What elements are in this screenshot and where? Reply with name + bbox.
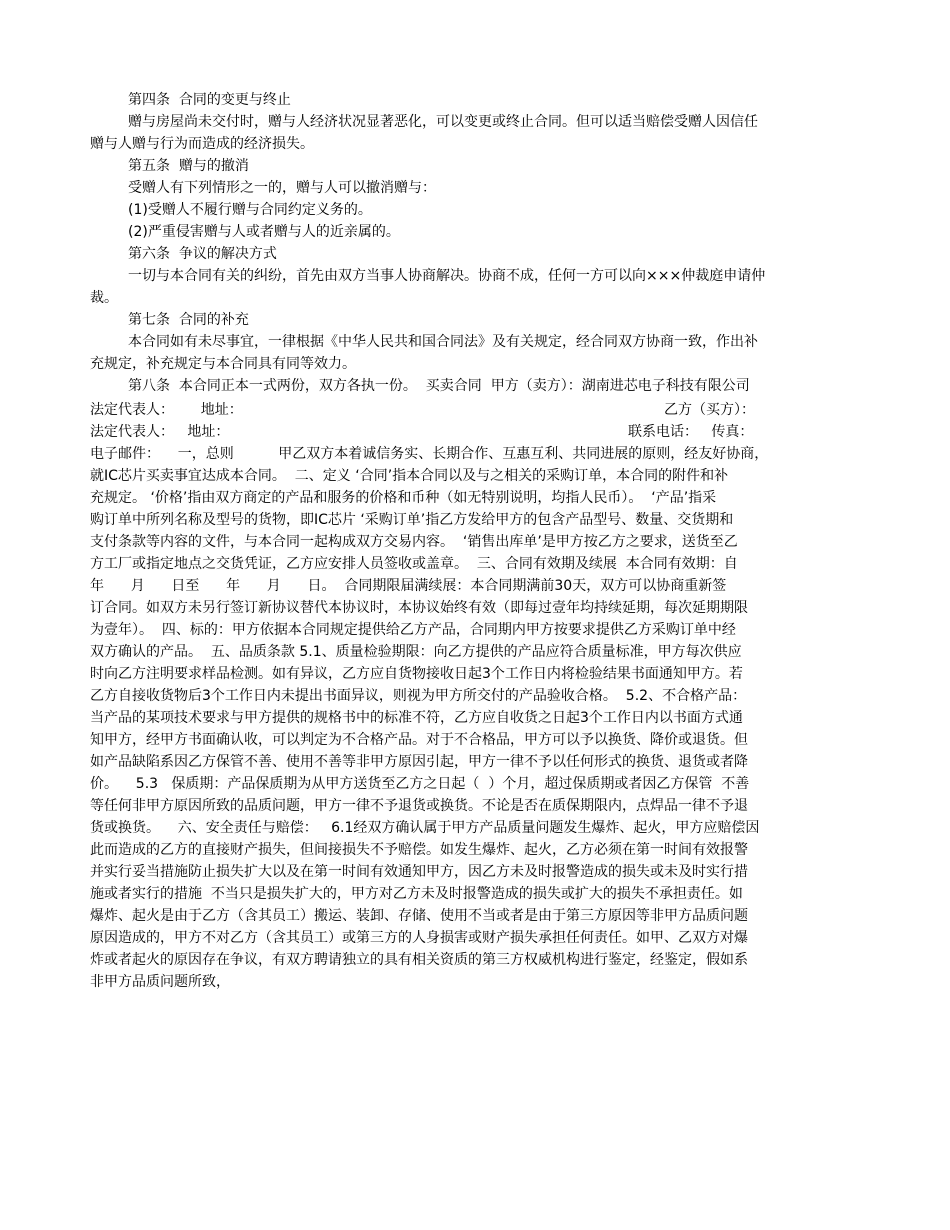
paragraph-line: 时向乙方注明要求样品检测。如有异议，乙方应自货物接收日起3个工作日内将检验结果书面通知甲方。若 [90, 666, 743, 682]
article-4-heading: 第四条 合同的变更与终止 [128, 92, 291, 108]
paragraph-line: 赠与房屋尚未交付时，赠与人经济状况显著恶化，可以变更或终止合同。但可以适当赔偿受赠人因信任 [128, 114, 758, 130]
paragraph-line: 等任何非甲方原因所致的品质问题，甲方一律不予退货或换货。不论是否在质保期限内，点焊品一律不予退 [90, 798, 748, 814]
paragraph-line: 如产品缺陷系因乙方保管不善、使用不善等非甲方原因引起，甲方一律不予以任何形式的换货、退货或者降 [90, 754, 748, 770]
paragraph-line: 充规定，补充规定与本合同具有同等效力。 [90, 356, 356, 372]
paragraph-line: 方工厂或指定地点之交货凭证，乙方应安排人员签收或盖章。 三、合同有效期及续展 本合同有效期：自 [90, 556, 738, 572]
list-item: (1)受赠人不履行赠与合同约定义务的。 [128, 202, 372, 218]
paragraph-line: 电子邮件： 一，总则 甲乙双方本着诚信务实、长期合作、互惠互利、共同进展的原则，经友好协商， [90, 446, 769, 462]
paragraph-line: 乙方自接收货物后3个工作日内未提出书面异议，则视为甲方所交付的产品验收合格。 5.2、不合格产品： [90, 688, 747, 704]
article-6-heading: 第六条 争议的解决方式 [128, 246, 277, 262]
paragraph-line: 当产品的某项技术要求与甲方提供的规格书中的标准不符，乙方应自收货之日起3个工作日内以书面方式通 [90, 710, 743, 726]
article-8-line: 第八条 本合同正本一式两份，双方各执一份。 买卖合同 甲方（卖方）：湖南进芯电子科技有限公司 [128, 378, 750, 394]
paragraph-line: 双方确认的产品。 五、品质条款 5.1、质量检验期限：向乙方提供的产品应符合质量标准，甲方每次供应 [90, 644, 742, 660]
representative-line: 法定代表人： 地址： [90, 424, 230, 440]
paragraph-line: 施或者实行的措施 不当只是损失扩大的，甲方对乙方未及时报警造成的损失或扩大的损失不承担责任。如 [90, 886, 743, 902]
paragraph-line: 年 月 日至 年 月 日。 合同期限届满续展：本合同期满前30天，双方可以协商重新签 [90, 578, 727, 594]
paragraph-line: 赠与人赠与行为而造成的经济损失。 [90, 136, 314, 152]
paragraph-line: 并实行妥当措施防止损失扩大以及在第一时间有效通知甲方，因乙方未及时报警造成的损失或未及时实行措 [90, 864, 748, 880]
paragraph-line: 裁。 [90, 290, 118, 306]
paragraph-line: 此而造成的乙方的直接财产损失，但间接损失不予赔偿。如发生爆炸、起火，乙方必须在第一时间有效报警 [90, 842, 748, 858]
contact-line: 联系电话： 传真： [628, 424, 754, 440]
article-5-heading: 第五条 赠与的撤消 [128, 158, 249, 174]
paragraph-line: 货或换货。 六、安全责任与赔偿： 6.1经双方确认属于甲方产品质量问题发生爆炸、起火，甲方应赔偿因 [90, 820, 760, 836]
paragraph-line: 一切与本合同有关的纠纷，首先由双方当事人协商解决。协商不成，任何一方可以向×××仲裁庭申请仲 [128, 268, 766, 284]
paragraph-line: 非甲方品质问题所致， [90, 974, 230, 990]
paragraph-line: 充规定。 ‘价格’指由双方商定的产品和服务的价格和币种（如无特别说明，均指人民币）。 ‘产品’指采 [90, 490, 717, 506]
paragraph-line: 爆炸、起火是由于乙方（含其员工）搬运、装卸、存储、使用不当或者是由于第三方原因等非甲方品质问题 [90, 908, 748, 924]
paragraph-line: 价。 5.3 保质期：产品保质期为从甲方送货至乙方之日起（ ）个月，超过保质期或者因乙方保管 不善 [90, 776, 750, 792]
party-b-label: 乙方（买方）： [664, 402, 755, 418]
paragraph-line: 炸或者起火的原因存在争议，有双方聘请独立的具有相关资质的第三方权威机构进行鉴定，经鉴定，假如系 [90, 952, 748, 968]
article-7-heading: 第七条 合同的补充 [128, 312, 249, 328]
paragraph-line: 就IC芯片买卖事宜达成本合同。 二、定义 ‘合同’指本合同以及与之相关的采购订单，本合同的附件和补 [90, 468, 729, 484]
paragraph-line: 受赠人有下列情形之一的，赠与人可以撤消赠与： [128, 180, 436, 196]
list-item: (2)严重侵害赠与人或者赠与人的近亲属的。 [128, 224, 400, 240]
paragraph-line: 为壹年）。 四、标的：甲方依据本合同规定提供给乙方产品，合同期内甲方按要求提供乙方采购订单中经 [90, 622, 736, 638]
paragraph-line: 订合同。如双方未另行签订新协议替代本协议时，本协议始终有效（即每过壹年均持续延期，每次延期期限 [90, 600, 748, 616]
paragraph-line: 本合同如有未尽事宜，一律根据《中华人民共和国合同法》及有关规定，经合同双方协商一致，作出补 [128, 334, 758, 350]
paragraph-line: 原因造成的，甲方不对乙方（含其员工）或第三方的人身损害或财产损失承担任何责任。如甲、乙双方对爆 [90, 930, 748, 946]
paragraph-line: 支付条款等内容的文件，与本合同一起构成双方交易内容。 ‘销售出库单’是甲方按乙方之要求，送货至乙 [90, 534, 738, 550]
paragraph-line: 知甲方，经甲方书面确认收，可以判定为不合格产品。对于不合格品，甲方可以予以换货、降价或退货。但 [90, 732, 748, 748]
paragraph-line: 购订单中所列名称及型号的货物，即IC芯片 ‘采购订单’指乙方发给甲方的包含产品型号、数量、交货期和 [90, 512, 734, 528]
representative-line: 法定代表人： 地址： [90, 402, 243, 418]
